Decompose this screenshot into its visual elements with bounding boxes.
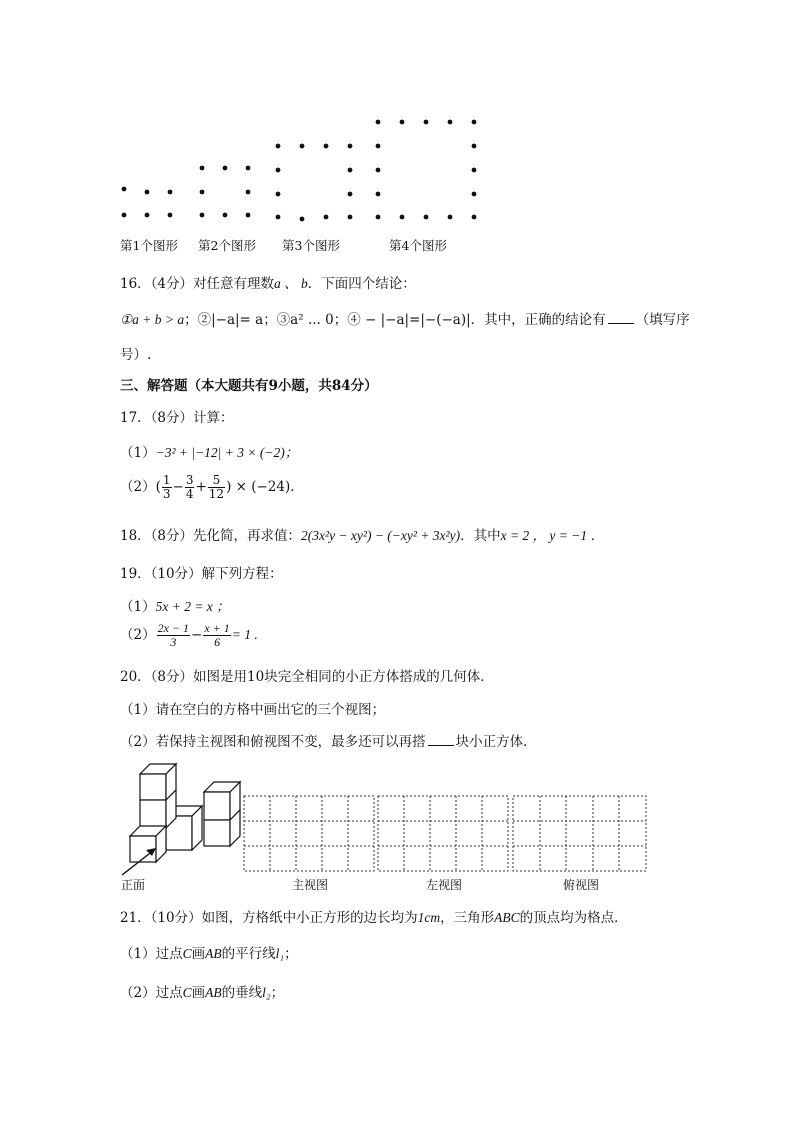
q19-p2-tail: = 1 .: [231, 627, 258, 642]
q16-answer-blank[interactable]: [608, 311, 634, 324]
q21-p1-point: C: [182, 946, 192, 961]
q17-p2-label: （2）: [120, 479, 156, 495]
q21-p1e: ；: [284, 946, 298, 962]
q17-part-2: [120, 474, 304, 501]
q21-p2b: 画: [191, 985, 206, 1001]
q21-p2-line: l₂: [262, 985, 271, 1000]
section-3-title: 三、解答题（本大题共有9小题，共84分）: [120, 378, 378, 394]
q17-frac-3-den: 12: [208, 487, 225, 501]
q21-p1-segment: AB: [205, 946, 222, 961]
q21-head2: ，三角形: [440, 910, 495, 926]
q17-p2-open: (: [155, 479, 161, 495]
q19-frac-2-den: 6: [214, 635, 221, 649]
q20-p2a: （2）若保持主视图和俯视图不变，最多还可以再搭: [120, 734, 426, 750]
q20-p2b: 块小正方体．: [455, 734, 537, 750]
q21-part-1: [120, 942, 298, 962]
front-view-grid[interactable]: [243, 795, 375, 873]
q16-conclusion-1: ①a + b > a: [120, 312, 185, 327]
q19-frac-1: [157, 622, 190, 649]
q17-op-2: +: [195, 479, 207, 495]
q19-p1-expr: 5x + 2 = x ；: [155, 599, 230, 614]
q17-frac-2-num: 3: [185, 473, 194, 487]
dot-pattern-figure: [0, 0, 794, 240]
q18-cond: x = 2 ， y = −1 ．: [500, 528, 605, 543]
q19-frac-1-num: 2x − 1: [157, 621, 190, 635]
q18-stem: [120, 524, 604, 544]
figure-4-label: 第4个图形: [389, 238, 447, 253]
q16-conclusions: [120, 308, 690, 328]
q19-op: −: [191, 627, 203, 643]
q21-head: 21．（10分）如图，方格纸中小正方形的边长均为: [120, 910, 418, 926]
q21-p2-segment: AB: [205, 985, 222, 1000]
q17-p1-label: （1）: [120, 445, 156, 461]
q16-stem: [120, 272, 416, 292]
q19-frac-2: [203, 622, 230, 649]
q19-part-1: [120, 595, 230, 615]
q21-head3: 的顶点均为格点．: [519, 910, 628, 926]
q19-frac-1-den: 3: [170, 635, 177, 649]
q16-head: 16．（4分）对任意有理数: [120, 276, 275, 292]
q21-triangle: ABC: [494, 910, 520, 925]
q21-p1a: （1）过点: [120, 946, 183, 962]
q19-frac-2-num: x + 1: [204, 621, 230, 635]
q21-p2d: 的垂线: [221, 985, 263, 1001]
q17-frac-2-den: 4: [185, 487, 194, 501]
q21-stem: [120, 906, 628, 926]
top-view-label: 俯视图: [563, 878, 600, 892]
q19-p1-label: （1）: [120, 599, 156, 615]
q17-p1-expr: −3² + |−12| + 3 × (−2)；: [155, 445, 299, 460]
figure-3-label: 第3个图形: [282, 238, 340, 253]
q17-frac-1-den: 3: [162, 487, 171, 501]
q21-part-2: [120, 981, 284, 1001]
top-view-grid[interactable]: [512, 795, 648, 873]
figure-2-label: 第2个图形: [198, 238, 256, 253]
q16-tail: ．其中，正确的结论有: [470, 312, 606, 328]
q18-head: 18．（8分）先化简，再求值：: [120, 528, 302, 544]
q17-p2-close: ) × (−24)．: [226, 479, 304, 495]
q20-head: 20．（8分）如图是用10块完全相同的小正方体搭成的几何体．: [120, 669, 494, 685]
q17-part-1: [120, 441, 298, 461]
q16-head2: ．下面四个结论：: [307, 276, 416, 292]
q21-p2-point: C: [182, 985, 192, 1000]
q16-vars: a 、 b: [274, 276, 308, 291]
q21-p2e: ；: [270, 985, 285, 1001]
q18-expr: 2(3x²y − xy²) − (−xy² + 3x²y): [301, 528, 461, 543]
q19-p2-label: （2）: [120, 627, 156, 643]
q16-tail2: （填写序: [635, 312, 690, 328]
front-view-label: 主视图: [292, 878, 329, 892]
q18-tail: ．其中: [460, 528, 501, 544]
q17-frac-3-num: 5: [208, 474, 225, 488]
q21-p1-line: l₁: [275, 946, 285, 961]
cube-solid-figure: [120, 756, 250, 876]
q21-unit: 1cm: [417, 910, 441, 925]
left-view-grid[interactable]: [377, 795, 509, 873]
left-view-label: 左视图: [426, 878, 463, 892]
q17-frac-1-num: 1: [162, 473, 171, 487]
q21-p1b: 画: [191, 946, 206, 962]
q21-p2a: （2）过点: [120, 985, 183, 1001]
q21-p1d: 的平行线: [221, 946, 276, 962]
q19-head: 19．（10分）解下列方程：: [120, 566, 283, 582]
q17-op-1: −: [172, 479, 184, 495]
q17-frac-1: [162, 474, 172, 501]
q20-part-2: [120, 730, 537, 750]
figure-1-label: 第1个图形: [120, 238, 178, 253]
q16-tail3: 号）.: [120, 347, 152, 363]
front-label: 正面: [121, 878, 146, 892]
q17-frac-3: [208, 474, 225, 501]
q17-frac-2: [185, 474, 195, 501]
q16-conclusion-2: ；②|−a|= a: [184, 312, 264, 328]
q20-answer-blank[interactable]: [428, 733, 454, 746]
q17-head: 17．（8分）计算：: [120, 410, 234, 426]
q20-part-1: （1）请在空白的方格中画出它的三个视图；: [120, 702, 386, 718]
q16-conclusion-4: ；④ − |−a|=|−(−a)|: [333, 312, 471, 328]
q19-part-2: [120, 622, 258, 649]
q16-conclusion-3: ；③a² ... 0: [263, 312, 334, 328]
